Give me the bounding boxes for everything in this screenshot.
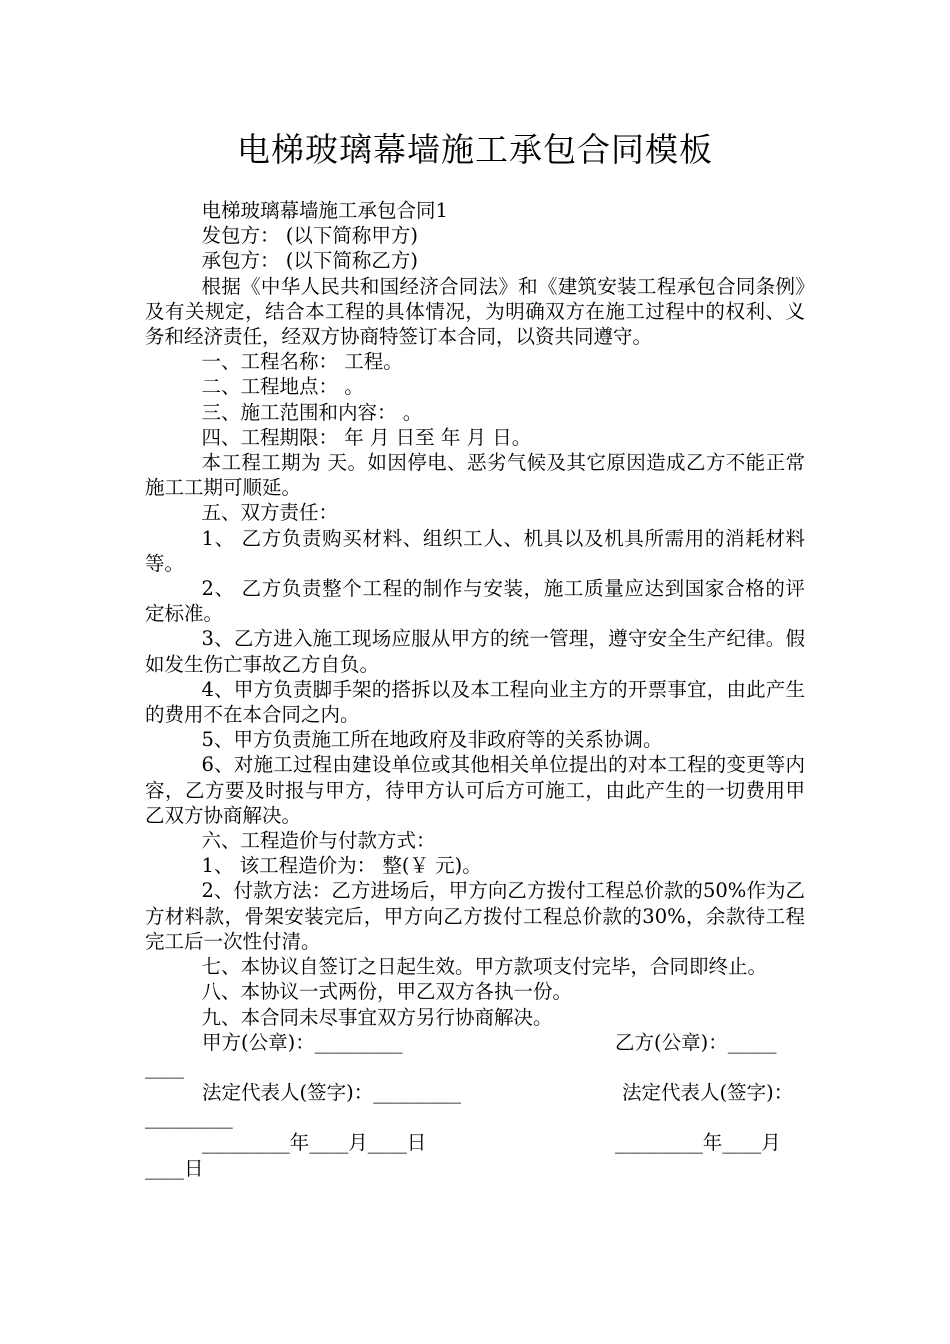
responsibility-item: 5、甲方负责施工所在地政府及非政府等的关系协调。 [201, 728, 663, 752]
clause-responsibilities: 五、双方责任： [201, 501, 339, 525]
preamble-paragraph: 根据《中华人民共和国经济合同法》和《建筑安装工程承包合同条例》及有关规定，结合本工程的具体情况，为明确双方在施工过程中的权利、义务和经济责任，经双方协商特签订本合同，以资共同遵守。 [145, 274, 805, 349]
clause-scope: 三、施工范围和内容： 。 [201, 400, 423, 424]
party-b-date: _________年____月 [615, 1131, 781, 1155]
signature-seal-row [145, 1030, 805, 1080]
party-b-representative-continuation: _________ [145, 1106, 233, 1130]
contract-body [145, 198, 805, 1181]
responsibility-item: 6、对施工过程由建设单位或其他相关单位提出的对本工程的变更等内容，乙方要及时报与甲方，待甲方认可后方可施工，由此产生的一切费用甲乙双方协商解决。 [145, 753, 805, 827]
party-a-seal: 甲方(公章)：_________ [202, 1030, 403, 1054]
payment-item: 2、付款方法：乙方进场后，甲方向乙方拨付工程总价款的50%作为乙方材料款，骨架安装完后，甲方向乙方拨付工程总价款的30%，余款待工程完工后一次性付清。 [145, 879, 805, 953]
party-a-representative: 法定代表人(签字)：_________ [202, 1081, 461, 1105]
clause-project-location: 二、工程地点： 。 [201, 375, 364, 399]
party-b-seal: 乙方(公章)：_____ [615, 1030, 777, 1054]
payment-item: 1、 该工程造价为： 整(￥ 元)。 [201, 854, 482, 878]
responsibility-item: 3、乙方进入施工现场应服从甲方的统一管理，遵守安全生产纪律。假如发生伤亡事故乙方自负。 [145, 627, 805, 676]
responsibility-item: 2、 乙方负责整个工程的制作与安装，施工质量应达到国家合格的评定标准。 [145, 577, 805, 626]
contractor-line: 承包方： (以下简称乙方) [201, 249, 418, 273]
clause-period: 四、工程期限： 年 月 日至 年 月 日。 [201, 425, 532, 449]
clause-effective: 七、本协议自签订之日起生效。甲方款项支付完毕，合同即终止。 [201, 955, 768, 979]
responsibility-item: 1、 乙方负责购买材料、组织工人、机具以及机具所需用的消耗材料等。 [145, 526, 805, 575]
clause-copies: 八、本协议一式两份，甲乙双方各执一份。 [201, 980, 573, 1004]
party-b-date-continuation: ____日 [145, 1156, 204, 1180]
clause-misc: 九、本合同未尽事宜双方另行协商解决。 [201, 1005, 553, 1029]
party-a-date: _________年____月____日 [202, 1131, 427, 1155]
document-title: 电梯玻璃幕墙施工承包合同模板 [237, 130, 713, 169]
clause-price-payment: 六、工程造价与付款方式： [201, 829, 436, 853]
contract-heading: 电梯玻璃幕墙施工承包合同1 [201, 199, 448, 222]
responsibility-item: 4、甲方负责脚手架的搭拆以及本工程向业主方的开票事宜，由此产生的费用不在本合同之内。 [145, 677, 805, 727]
employer-line: 发包方： (以下简称甲方) [201, 224, 418, 248]
signature-date-row [145, 1130, 805, 1180]
party-b-representative: 法定代表人(签字)： [622, 1081, 794, 1105]
party-b-seal-continuation: ____ [145, 1055, 184, 1079]
signature-rep-row [145, 1080, 805, 1130]
clause-duration-note: 本工程工期为 天。如因停电、恶劣气候及其它原因造成乙方不能正常施工工期可顺延。 [145, 451, 805, 500]
clause-project-name: 一、工程名称： 工程。 [201, 350, 403, 374]
